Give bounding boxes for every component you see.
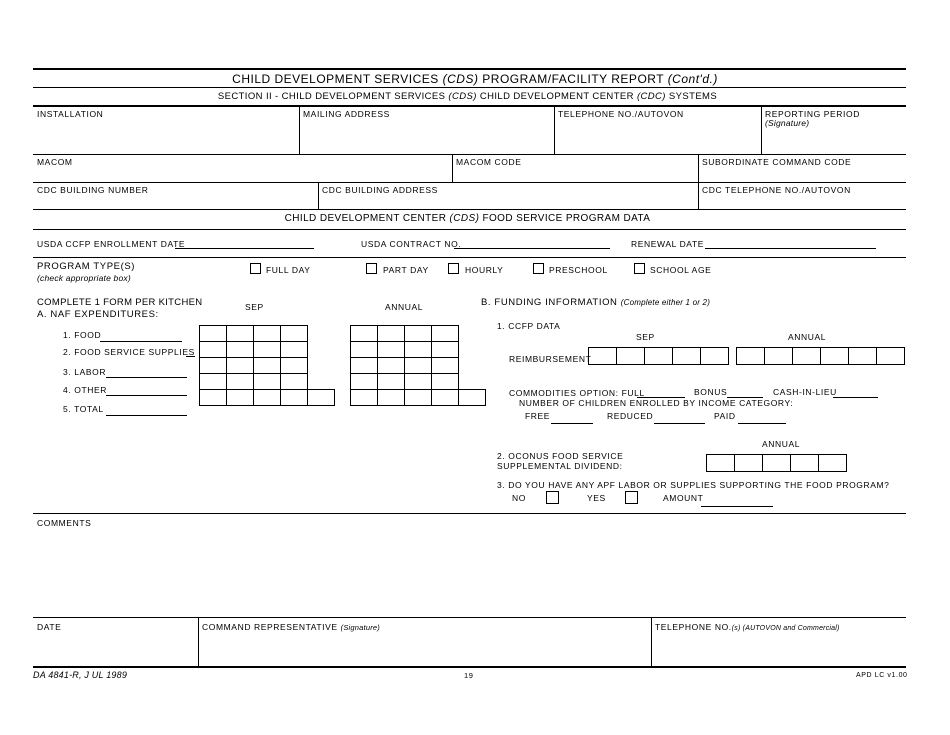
reimbursement-annual-boxes — [736, 347, 904, 365]
grid-cell[interactable] — [226, 373, 254, 390]
preschool-checkbox[interactable] — [533, 263, 544, 274]
reporting-period-label: REPORTING PERIOD — [765, 109, 860, 119]
grid-cell[interactable] — [616, 347, 645, 365]
grid-cell[interactable] — [431, 389, 459, 406]
form-id: DA 4841-R, J UL 1989 — [33, 670, 128, 680]
grid-cell[interactable] — [253, 373, 281, 390]
free-label: FREE — [525, 411, 551, 421]
grid-cell[interactable] — [848, 347, 877, 365]
divider — [33, 105, 906, 107]
date-label: DATE — [37, 622, 62, 632]
part-day-label: PART DAY — [383, 265, 429, 275]
naf-item-labor: 3. LABOR — [63, 367, 107, 377]
grid-cell[interactable] — [350, 389, 378, 406]
comments-label: COMMENTS — [37, 518, 92, 528]
renewal-date-label: RENEWAL DATE — [631, 239, 705, 249]
grid-cell[interactable] — [377, 373, 405, 390]
grid-cell[interactable] — [764, 347, 793, 365]
full-day-checkbox[interactable] — [250, 263, 261, 274]
school-age-checkbox[interactable] — [634, 263, 645, 274]
grid-cell[interactable] — [226, 341, 254, 358]
reimbursement-label: REIMBURSEMENT — [509, 354, 592, 364]
grid-cell[interactable] — [307, 389, 335, 406]
grid-cell[interactable] — [350, 341, 378, 358]
command-rep-signature-hint: (Signature) — [340, 623, 380, 632]
grid-cell[interactable] — [458, 389, 486, 406]
naf-annual-grid — [350, 325, 485, 405]
grid-cell[interactable] — [280, 373, 308, 390]
apf-no-checkbox[interactable] — [546, 491, 559, 504]
grid-cell[interactable] — [700, 347, 729, 365]
paid-field[interactable] — [738, 423, 786, 424]
grid-cell[interactable] — [377, 341, 405, 358]
grid-cell[interactable] — [404, 325, 432, 342]
command-rep-field[interactable] — [199, 632, 650, 665]
reduced-field[interactable] — [654, 423, 705, 424]
food-section-title: CHILD DEVELOPMENT CENTER (CDS) FOOD SERVICE PROGRAM DATA — [284, 213, 651, 224]
oconus-annual-boxes — [706, 454, 846, 472]
grid-cell[interactable] — [199, 325, 227, 342]
school-age-label: SCHOOL AGE — [650, 265, 712, 275]
grid-cell[interactable] — [790, 454, 819, 472]
grid-cell[interactable] — [672, 347, 701, 365]
telephone-field[interactable] — [555, 118, 760, 152]
divider — [33, 257, 906, 258]
grid-cell[interactable] — [253, 341, 281, 358]
grid-cell[interactable] — [762, 454, 791, 472]
grid-cell[interactable] — [404, 389, 432, 406]
cdc-building-address-field[interactable] — [319, 194, 697, 208]
funding-hint: (Complete either 1 or 2) — [620, 298, 711, 307]
part-day-checkbox[interactable] — [366, 263, 377, 274]
macom-code-field[interactable] — [453, 166, 697, 181]
naf-item-other: 4. OTHER — [63, 385, 108, 395]
grid-cell[interactable] — [280, 357, 308, 374]
usda-enrollment-date-label: USDA CCFP ENROLLMENT DATE — [37, 239, 186, 249]
reduced-label: REDUCED — [607, 411, 654, 421]
grid-cell[interactable] — [280, 389, 308, 406]
naf-total-field[interactable] — [106, 415, 187, 416]
date-field[interactable] — [34, 632, 197, 665]
ccfp-data-label: 1. CCFP DATA — [497, 321, 561, 331]
cash-in-lieu-field[interactable] — [833, 397, 878, 398]
naf-labor-field[interactable] — [106, 377, 187, 378]
commodities-full-label: COMMODITIES OPTION: FULL — [509, 388, 645, 398]
children-enrolled-label: NUMBER OF CHILDREN ENROLLED BY INCOME CATEGORY: — [519, 398, 794, 408]
grid-cell[interactable] — [404, 373, 432, 390]
oconus-annual-header: ANNUAL — [762, 439, 801, 449]
grid-cell[interactable] — [253, 325, 281, 342]
apf-amount-label: AMOUNT — [663, 493, 704, 503]
grid-cell[interactable] — [226, 325, 254, 342]
form-title: CHILD DEVELOPMENT SERVICES (CDS) PROGRAM/FACILITY REPORT (Cont'd.) — [232, 72, 718, 86]
full-day-label: FULL DAY — [266, 265, 311, 275]
ccfp-annual-header: ANNUAL — [788, 332, 827, 342]
grid-cell[interactable] — [350, 373, 378, 390]
naf-other-field[interactable] — [106, 395, 187, 396]
naf-item-supplies: 2. FOOD SERVICE SUPPLIES — [63, 347, 195, 357]
apf-amount-field[interactable] — [701, 506, 773, 507]
divider — [33, 229, 906, 230]
macom-code-label: MACOM CODE — [456, 157, 522, 167]
grid-cell[interactable] — [226, 389, 254, 406]
grid-cell[interactable] — [820, 347, 849, 365]
naf-supplies-field[interactable] — [186, 356, 195, 357]
command-rep-label: COMMAND REPRESENTATIVE (Signature) — [202, 622, 380, 632]
funding-heading: B. FUNDING INFORMATION (Complete either 1 or 2) — [481, 297, 711, 308]
signature-hint: (Signature) — [765, 118, 810, 128]
cdc-telephone-label: CDC TELEPHONE NO./AUTOVON — [702, 185, 851, 195]
footer-telephone-label: TELEPHONE NO.(s) (AUTOVON and Commercial) — [655, 622, 840, 632]
grid-cell[interactable] — [253, 389, 281, 406]
divider — [33, 209, 906, 210]
divider — [33, 513, 906, 514]
grid-cell[interactable] — [706, 454, 735, 472]
subordinate-command-code-label: SUBORDINATE COMMAND CODE — [702, 157, 852, 167]
grid-cell[interactable] — [377, 389, 405, 406]
naf-item-food: 1. FOOD — [63, 330, 102, 340]
grid-cell[interactable] — [431, 325, 459, 342]
grid-cell[interactable] — [431, 373, 459, 390]
grid-cell[interactable] — [734, 454, 763, 472]
usda-enrollment-date-field[interactable] — [175, 248, 314, 249]
bottom-border — [33, 666, 906, 668]
naf-heading: A. NAF EXPENDITURES: — [37, 309, 159, 320]
grid-cell[interactable] — [377, 325, 405, 342]
grid-cell[interactable] — [818, 454, 847, 472]
hourly-checkbox[interactable] — [448, 263, 459, 274]
apf-question: 3. DO YOU HAVE ANY APF LABOR OR SUPPLIES SUPPORTING THE FOOD PROGRAM? — [497, 480, 890, 490]
oconus-label-line2: SUPPLEMENTAL DIVIDEND: — [497, 461, 623, 471]
paid-label: PAID — [714, 411, 736, 421]
program-type-label: PROGRAM TYPE(S) — [37, 261, 136, 272]
divider — [33, 182, 906, 183]
top-border — [33, 68, 906, 70]
free-field[interactable] — [551, 423, 593, 424]
grid-cell[interactable] — [644, 347, 673, 365]
mailing-address-field[interactable] — [300, 118, 553, 152]
renewal-date-field[interactable] — [705, 248, 876, 249]
naf-sep-grid — [199, 325, 334, 405]
apf-no-label: NO — [512, 493, 526, 503]
ccfp-sep-header: SEP — [636, 332, 655, 342]
apf-yes-checkbox[interactable] — [625, 491, 638, 504]
divider — [33, 617, 906, 618]
macom-field[interactable] — [34, 166, 451, 181]
grid-cell[interactable] — [792, 347, 821, 365]
reimbursement-sep-boxes — [588, 347, 728, 365]
naf-food-field[interactable] — [100, 341, 182, 342]
cdc-building-number-label: CDC BUILDING NUMBER — [37, 185, 149, 195]
grid-cell[interactable] — [404, 357, 432, 374]
reporting-period-field[interactable] — [762, 128, 905, 152]
cash-in-lieu-label: CASH-IN-LIEU — [773, 387, 837, 397]
cdc-telephone-field[interactable] — [699, 194, 905, 208]
installation-label: INSTALLATION — [37, 109, 104, 119]
section-title: SECTION II - CHILD DEVELOPMENT SERVICES (CDS) CHILD DEVELOPMENT CENTER (CDC) SYSTEMS — [217, 91, 718, 102]
divider — [33, 154, 906, 155]
page-number: 19 — [464, 671, 474, 680]
grid-cell[interactable] — [199, 341, 227, 358]
grid-cell[interactable] — [199, 389, 227, 406]
grid-cell[interactable] — [377, 357, 405, 374]
macom-label: MACOM — [37, 157, 73, 167]
grid-cell[interactable] — [404, 341, 432, 358]
installation-field[interactable] — [34, 118, 298, 152]
grid-cell[interactable] — [280, 325, 308, 342]
subordinate-command-code-field[interactable] — [699, 166, 905, 181]
grid-cell[interactable] — [350, 357, 378, 374]
grid-cell[interactable] — [431, 357, 459, 374]
grid-cell[interactable] — [253, 357, 281, 374]
usda-contract-no-label: USDA CONTRACT NO. — [361, 239, 462, 249]
naf-sep-header: SEP — [245, 302, 264, 312]
grid-cell[interactable] — [876, 347, 905, 365]
naf-annual-header: ANNUAL — [385, 302, 424, 312]
grid-cell[interactable] — [226, 357, 254, 374]
bonus-label: BONUS — [694, 387, 728, 397]
program-type-hint: (check appropriate box) — [37, 273, 131, 283]
footer-telephone-hint: (s) (AUTOVON and Commercial) — [731, 625, 840, 632]
telephone-label: TELEPHONE NO./AUTOVON — [558, 109, 684, 119]
mailing-address-label: MAILING ADDRESS — [303, 109, 390, 119]
version-label: APD LC v1.00 — [856, 672, 908, 679]
divider — [33, 87, 906, 88]
grid-cell[interactable] — [350, 325, 378, 342]
complete-instruction: COMPLETE 1 FORM PER KITCHEN — [37, 297, 203, 308]
naf-item-total: 5. TOTAL — [63, 404, 104, 414]
grid-cell[interactable] — [431, 341, 459, 358]
apf-yes-label: YES — [587, 493, 606, 503]
grid-cell[interactable] — [199, 357, 227, 374]
cdc-building-number-field[interactable] — [34, 194, 317, 208]
grid-cell[interactable] — [588, 347, 617, 365]
grid-cell[interactable] — [736, 347, 765, 365]
footer-telephone-field[interactable] — [652, 632, 905, 665]
preschool-label: PRESCHOOL — [549, 265, 608, 275]
grid-cell[interactable] — [199, 373, 227, 390]
grid-cell[interactable] — [280, 341, 308, 358]
comments-field[interactable] — [34, 528, 905, 616]
hourly-label: HOURLY — [465, 265, 504, 275]
usda-contract-no-field[interactable] — [454, 248, 610, 249]
cdc-building-address-label: CDC BUILDING ADDRESS — [322, 185, 438, 195]
oconus-label-line1: 2. OCONUS FOOD SERVICE — [497, 451, 624, 461]
